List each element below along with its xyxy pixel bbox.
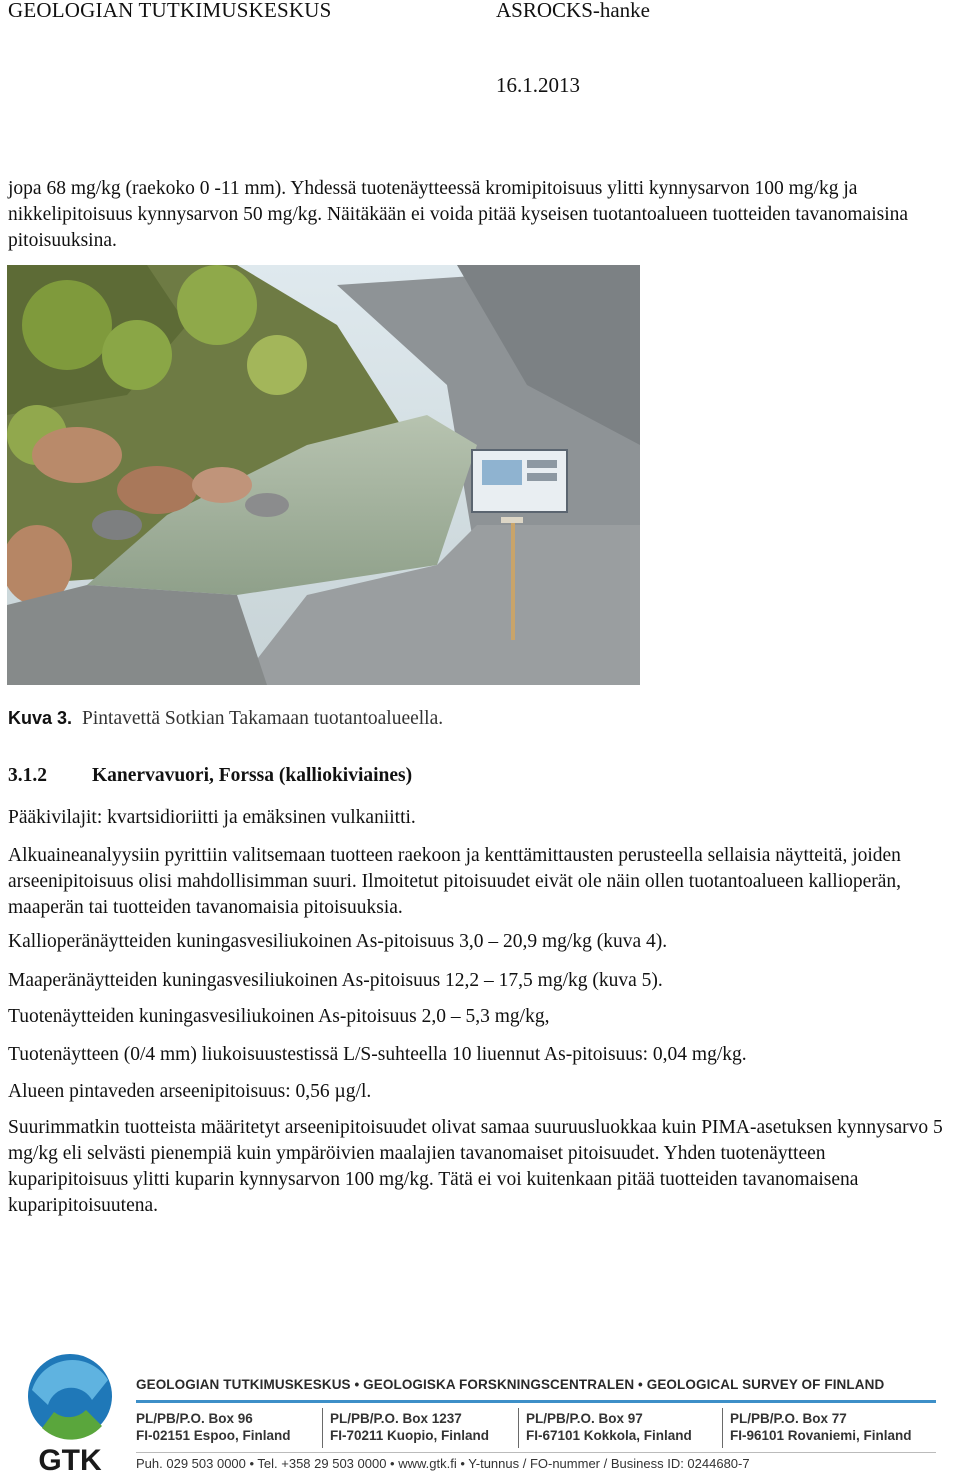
office-box: PL/PB/P.O. Box 1237	[330, 1411, 462, 1426]
footer-office-kokkola	[526, 1410, 692, 1444]
office-box: PL/PB/P.O. Box 96	[136, 1411, 253, 1426]
footer-office-espoo	[136, 1410, 291, 1444]
office-city: FI-67101 Kokkola, Finland	[526, 1428, 692, 1443]
header-date: 16.1.2013	[496, 73, 580, 97]
footer-divider	[136, 1400, 936, 1403]
header-organization: GEOLOGIAN TUTKIMUSKESKUS	[8, 0, 332, 22]
section-heading	[8, 765, 412, 787]
header-project: ASROCKS-hanke	[496, 0, 651, 22]
gtk-logo-text: GTK	[38, 1444, 102, 1476]
figure-label: Kuva 3.	[8, 708, 73, 728]
footer-title: GEOLOGIAN TUTKIMUSKESKUS • GEOLOGISKA FORSKNINGSCENTRALEN • GEOLOGICAL SURVEY OF FINLAND	[136, 1377, 885, 1392]
paragraph-sampling: Alkuaineanalyysiin pyrittiin valitsemaan tuotteen raekoon ja kenttämittausten perusteella sellaisia näytteitä, joiden arseenipitoisuus olisi mahdollisimman suuri. Ilmoitetut pitoisuudet eivät ole näin ollen tuotantoalueen kallioperän, maaperän tai tuotteiden tavanomaisia pitoisuuksia.	[8, 845, 902, 918]
footer-separator	[722, 1408, 723, 1448]
paragraph-rock-types: Pääkivilajit: kvartsidioriitti ja emäksinen vulkaniitti.	[8, 807, 416, 828]
footer-separator	[518, 1408, 519, 1448]
office-city: FI-02151 Espoo, Finland	[136, 1428, 291, 1443]
footer-office-kuopio	[330, 1410, 489, 1444]
footer-thin-divider	[136, 1452, 936, 1453]
figure-photo	[7, 265, 640, 685]
paragraph-product-as: Tuotenäytteiden kuningasvesiliukoinen As-pitoisuus 2,0 – 5,3 mg/kg,	[8, 1006, 550, 1027]
paragraph-conclusion: Suurimmatkin tuotteista määritetyt arseenipitoisuudet olivat samaa suuruusluokkaa kuin PIMA-asetuksen kynnysarvo 5 mg/kg eli selvästi pienempiä kuin ympäröivien maalajien tavanomaiset pitoisuudet. Yhden tuotenäytteen kuparipitoisuus ylitti kuparin kynnysarvon 100 mg/kg. Tätä ei voi kuitenkaan pitää tuotteiden tavanomaisena kuparipitoisuutena.	[8, 1117, 943, 1216]
footer-separator	[322, 1408, 323, 1448]
figure-caption-text: Pintavettä Sotkian Takamaan tuotantoalueella.	[82, 708, 444, 729]
office-box: PL/PB/P.O. Box 97	[526, 1411, 643, 1426]
footer-office-rovaniemi	[730, 1410, 912, 1444]
landscape-photo-illustration	[7, 265, 640, 685]
office-box: PL/PB/P.O. Box 77	[730, 1411, 847, 1426]
paragraph-surface-water: Alueen pintaveden arseenipitoisuus: 0,56 µg/l.	[8, 1081, 372, 1102]
page-footer	[0, 1350, 960, 1481]
paragraph-leaching-test: Tuotenäytteen (0/4 mm) liukoisuustestissä L/S-suhteella 10 liuennut As-pitoisuus: 0,04 mg/kg.	[8, 1044, 747, 1065]
paragraph-bedrock-as: Kallioperänäytteiden kuningasvesiliukoinen As-pitoisuus 3,0 – 20,9 mg/kg (kuva 4).	[8, 931, 668, 952]
section-title: Kanervavuori, Forssa (kalliokiviaines)	[92, 765, 413, 786]
gtk-logo	[22, 1350, 118, 1476]
office-city: FI-96101 Rovaniemi, Finland	[730, 1428, 912, 1443]
paragraph-soil-as: Maaperänäytteiden kuningasvesiliukoinen As-pitoisuus 12,2 – 17,5 mg/kg (kuva 5).	[8, 970, 663, 991]
footer-contact: Puh. 029 503 0000 • Tel. +358 29 503 0000 • www.gtk.fi • Y-tunnus / FO-nummer / Business ID: 0244680-7	[136, 1456, 750, 1471]
section-number: 3.1.2	[8, 765, 47, 786]
intro-paragraph: jopa 68 mg/kg (raekoko 0 -11 mm). Yhdessä tuotenäytteessä kromipitoisuus ylitti kynnysarvon 100 mg/kg ja nikkelipitoisuus kynnysarvon 50 mg/kg. Näitäkään ei voida pitää kyseisen tuotantoalueen tuotteiden tavanomaisina pitoisuuksina.	[8, 178, 909, 251]
office-city: FI-70211 Kuopio, Finland	[330, 1428, 490, 1443]
figure-caption	[8, 708, 443, 730]
